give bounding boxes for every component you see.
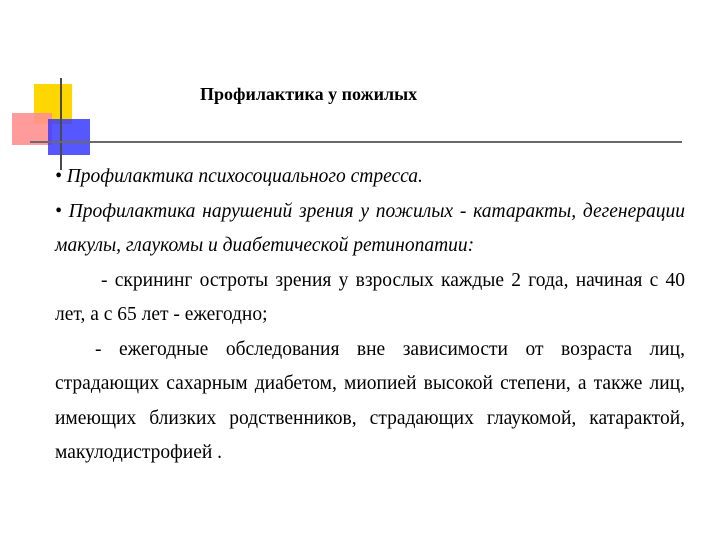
- slide-title: Профилактика у пожилых: [200, 84, 418, 104]
- decor-horizontal-line: [30, 141, 682, 143]
- decor-blue-square: [48, 119, 90, 155]
- screening-paragraph: - скрининг остроты зрения у взрослых каждые 2 года, начиная с 40 лет, а с 65 лет - ежегодно;: [55, 269, 685, 325]
- bullet-stress-prevention: • Профилактика психосоциального стресса.: [55, 166, 423, 187]
- bullet-vision-prevention: • Профилактика нарушений зрения у пожилых - катаракты, дегенерации макулы, глаукомы и диабетической ретинопатии:: [55, 200, 685, 256]
- decor-vertical-line: [60, 78, 62, 170]
- annual-exams-paragraph: - ежегодные обследования вне зависимости от возраста лиц, страдающих сахарным диабетом, миопией высокой степени, а также лиц, имеющих близких родственников, страдающих глаукомой, катарактой, макулодистрофией .: [55, 338, 685, 463]
- slide-body: [55, 160, 685, 471]
